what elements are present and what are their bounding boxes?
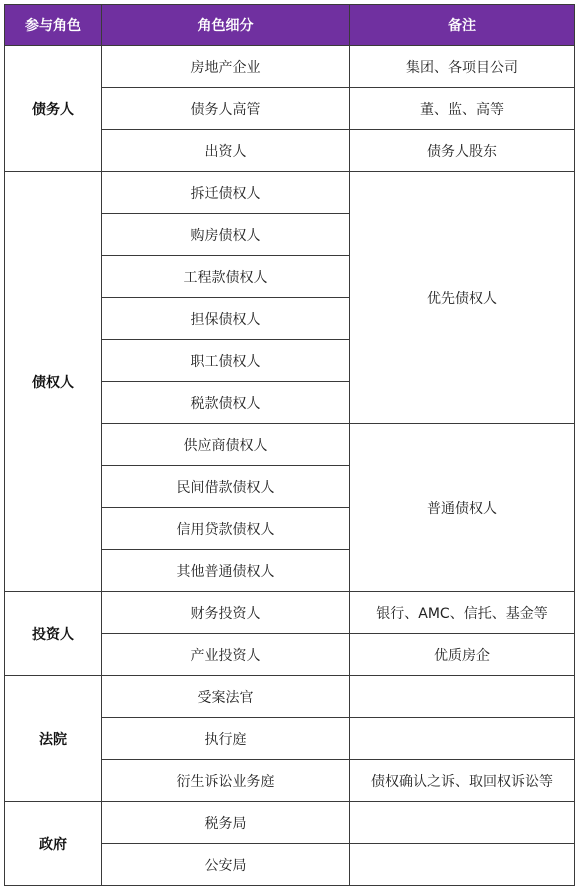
header-detail: 角色细分 [102,5,350,46]
role-cell-creditor: 债权人 [5,172,102,592]
detail-cell: 房地产企业 [102,46,350,88]
table-row [5,592,575,634]
detail-cell: 执行庭 [102,718,350,760]
note-cell: 董、监、高等 [350,88,575,130]
detail-cell: 税款债权人 [102,382,350,424]
table-row [5,172,575,214]
role-cell-court: 法院 [5,676,102,802]
table-row [5,46,575,88]
detail-cell: 民间借款债权人 [102,466,350,508]
table-row [5,676,575,718]
note-cell [350,676,575,718]
note-cell: 银行、AMC、信托、基金等 [350,592,575,634]
table-row [5,802,575,844]
note-cell-priority-creditor: 优先债权人 [350,172,575,424]
detail-cell: 拆迁债权人 [102,172,350,214]
role-cell-investor: 投资人 [5,592,102,676]
note-cell: 债务人股东 [350,130,575,172]
note-cell: 优质房企 [350,634,575,676]
header-row [5,5,575,46]
detail-cell: 购房债权人 [102,214,350,256]
detail-cell: 衍生诉讼业务庭 [102,760,350,802]
detail-cell: 出资人 [102,130,350,172]
detail-cell: 受案法官 [102,676,350,718]
note-cell-ordinary-creditor: 普通债权人 [350,424,575,592]
role-cell-government: 政府 [5,802,102,886]
table-body [5,46,575,886]
detail-cell: 产业投资人 [102,634,350,676]
roles-table [4,4,575,886]
note-cell [350,844,575,886]
note-cell [350,802,575,844]
detail-cell: 供应商债权人 [102,424,350,466]
detail-cell: 公安局 [102,844,350,886]
role-cell-debtor: 债务人 [5,46,102,172]
detail-cell: 财务投资人 [102,592,350,634]
detail-cell: 其他普通债权人 [102,550,350,592]
detail-cell: 债务人高管 [102,88,350,130]
detail-cell: 工程款债权人 [102,256,350,298]
detail-cell: 职工债权人 [102,340,350,382]
note-cell: 集团、各项目公司 [350,46,575,88]
header-role: 参与角色 [5,5,102,46]
detail-cell: 担保债权人 [102,298,350,340]
table-header [5,5,575,46]
note-cell: 债权确认之诉、取回权诉讼等 [350,760,575,802]
note-cell [350,718,575,760]
header-note: 备注 [350,5,575,46]
detail-cell: 信用贷款债权人 [102,508,350,550]
detail-cell: 税务局 [102,802,350,844]
